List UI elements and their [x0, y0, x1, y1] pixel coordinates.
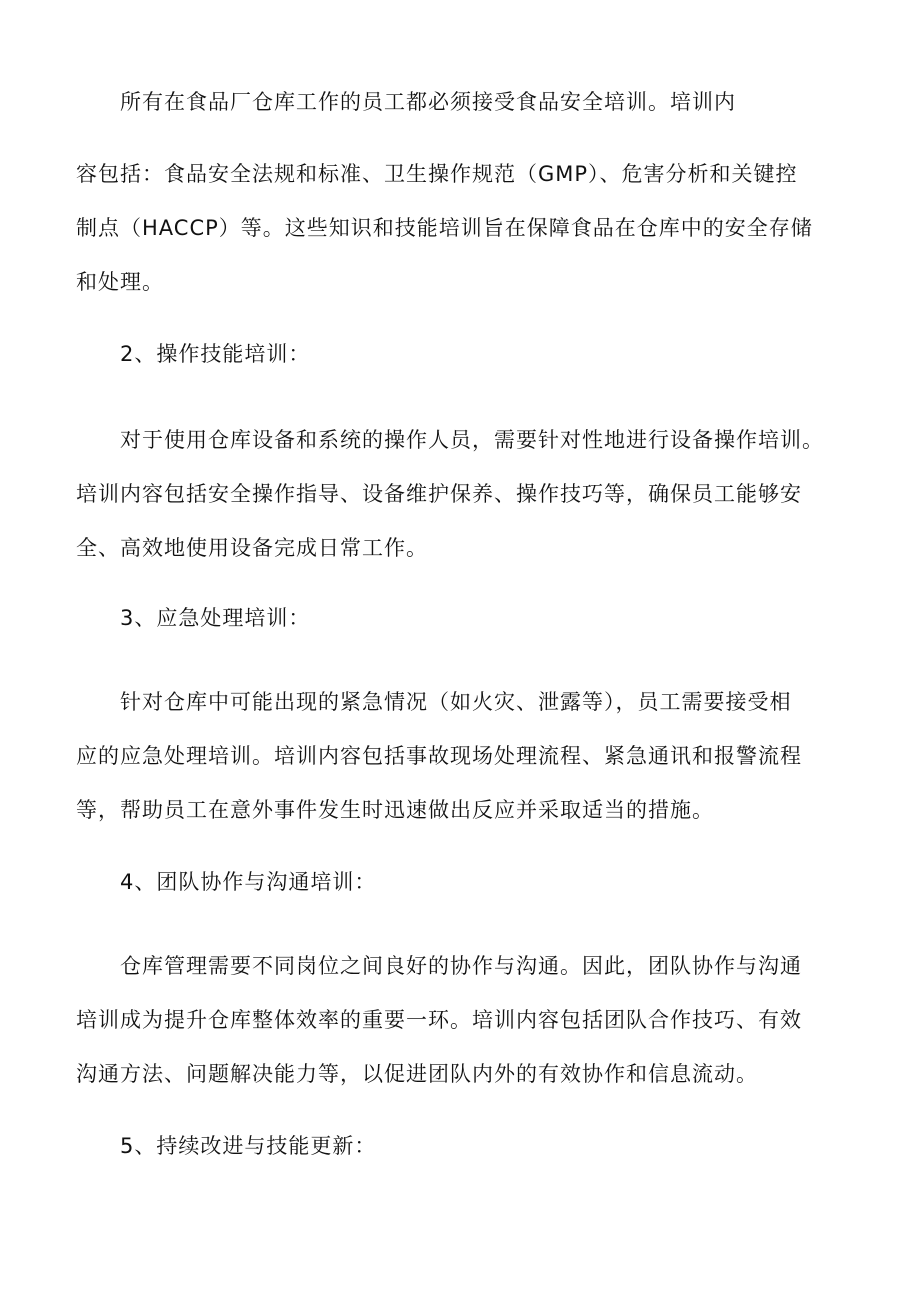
heading-operation-skills: 2、操作技能培训： — [120, 342, 311, 366]
heading-emergency-handling: 3、应急处理培训： — [120, 606, 311, 630]
paragraph-1-line-4: 和处理。 — [76, 270, 164, 294]
paragraph-3-line-1: 针对仓库中可能出现的紧急情况（如火灾、泄露等），员工需要接受相 — [120, 690, 792, 714]
paragraph-4-line-3: 沟通方法、问题解决能力等，以促进团队内外的有效协作和信息流动。 — [76, 1062, 758, 1086]
heading-teamwork-communication: 4、团队协作与沟通培训： — [120, 870, 377, 894]
paragraph-2-line-1: 对于使用仓库设备和系统的操作人员，需要针对性地进行设备操作培训。 — [120, 428, 824, 452]
paragraph-2-line-2: 培训内容包括安全操作指导、设备维护保养、操作技巧等，确保员工能够安 — [76, 482, 802, 506]
paragraph-1-line-2: 容包括：食品安全法规和标准、卫生操作规范（GMP）、危害分析和关键控 — [76, 162, 798, 186]
paragraph-3-line-3: 等，帮助员工在意外事件发生时迅速做出反应并采取适当的措施。 — [76, 798, 714, 822]
paragraph-1-line-3: 制点（HACCP）等。这些知识和技能培训旨在保障食品在仓库中的安全存储 — [76, 216, 813, 240]
heading-continuous-improvement: 5、持续改进与技能更新： — [120, 1134, 377, 1158]
paragraph-4-line-2: 培训成为提升仓库整体效率的重要一环。培训内容包括团队合作技巧、有效 — [76, 1008, 802, 1032]
paragraph-3-line-2: 应的应急处理培训。培训内容包括事故现场处理流程、紧急通讯和报警流程 — [76, 744, 802, 768]
paragraph-1-line-1: 所有在食品厂仓库工作的员工都必须接受食品安全培训。培训内 — [120, 90, 736, 114]
paragraph-2-line-3: 全、高效地使用设备完成日常工作。 — [76, 536, 428, 560]
paragraph-4-line-1: 仓库管理需要不同岗位之间良好的协作与沟通。因此，团队协作与沟通 — [120, 954, 802, 978]
